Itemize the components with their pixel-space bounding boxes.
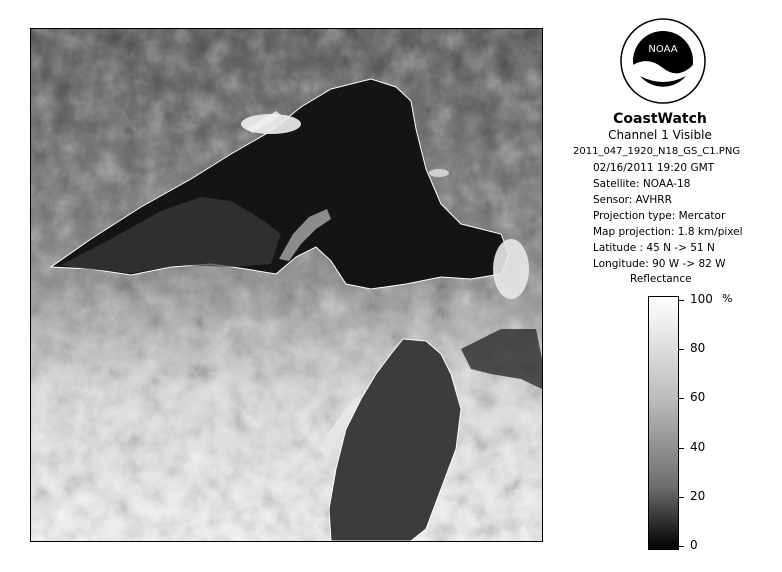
map-projection: Map projection: 1.8 km/pixel — [593, 226, 743, 238]
satellite-info: Satellite: NOAA-18 — [593, 178, 691, 190]
scale-tick — [679, 300, 684, 301]
cloud-patch — [493, 239, 529, 299]
scale-tick — [679, 546, 684, 547]
scale-tick — [679, 349, 684, 350]
scale-tick — [679, 398, 684, 399]
sensor-info: Sensor: AVHRR — [593, 194, 672, 206]
scale-label: Reflectance — [630, 273, 692, 285]
scale-tick-label: 40 — [690, 440, 706, 454]
projection-type: Projection type: Mercator — [593, 210, 726, 222]
scale-tick-label: 100 — [690, 292, 713, 306]
scale-tick-label: 80 — [690, 341, 706, 355]
latitude-range: Latitude : 45 N -> 51 N — [593, 242, 715, 254]
satellite-image — [30, 28, 543, 542]
channel-label: Channel 1 Visible — [608, 128, 712, 142]
scale-tick-label: 0 — [690, 538, 698, 552]
scale-tick — [679, 448, 684, 449]
scale-tick-label: 60 — [690, 390, 706, 404]
michipicoten-island — [429, 169, 449, 177]
scale-tick — [679, 497, 684, 498]
cloud-patch — [241, 114, 301, 134]
scale-tick-label: 20 — [690, 489, 706, 503]
scale-unit: % — [722, 292, 733, 305]
longitude-range: Longitude: 90 W -> 82 W — [593, 258, 726, 270]
date-time: 02/16/2011 19:20 GMT — [593, 162, 715, 174]
file-name: 2011_047_1920_N18_GS_C1.PNG — [573, 146, 741, 157]
product-title: CoastWatch — [613, 111, 707, 127]
land-texture — [31, 29, 542, 541]
noaa-logo — [620, 18, 706, 104]
noaa-logo-text: NOAA — [648, 44, 678, 55]
reflectance-color-bar — [648, 296, 679, 550]
